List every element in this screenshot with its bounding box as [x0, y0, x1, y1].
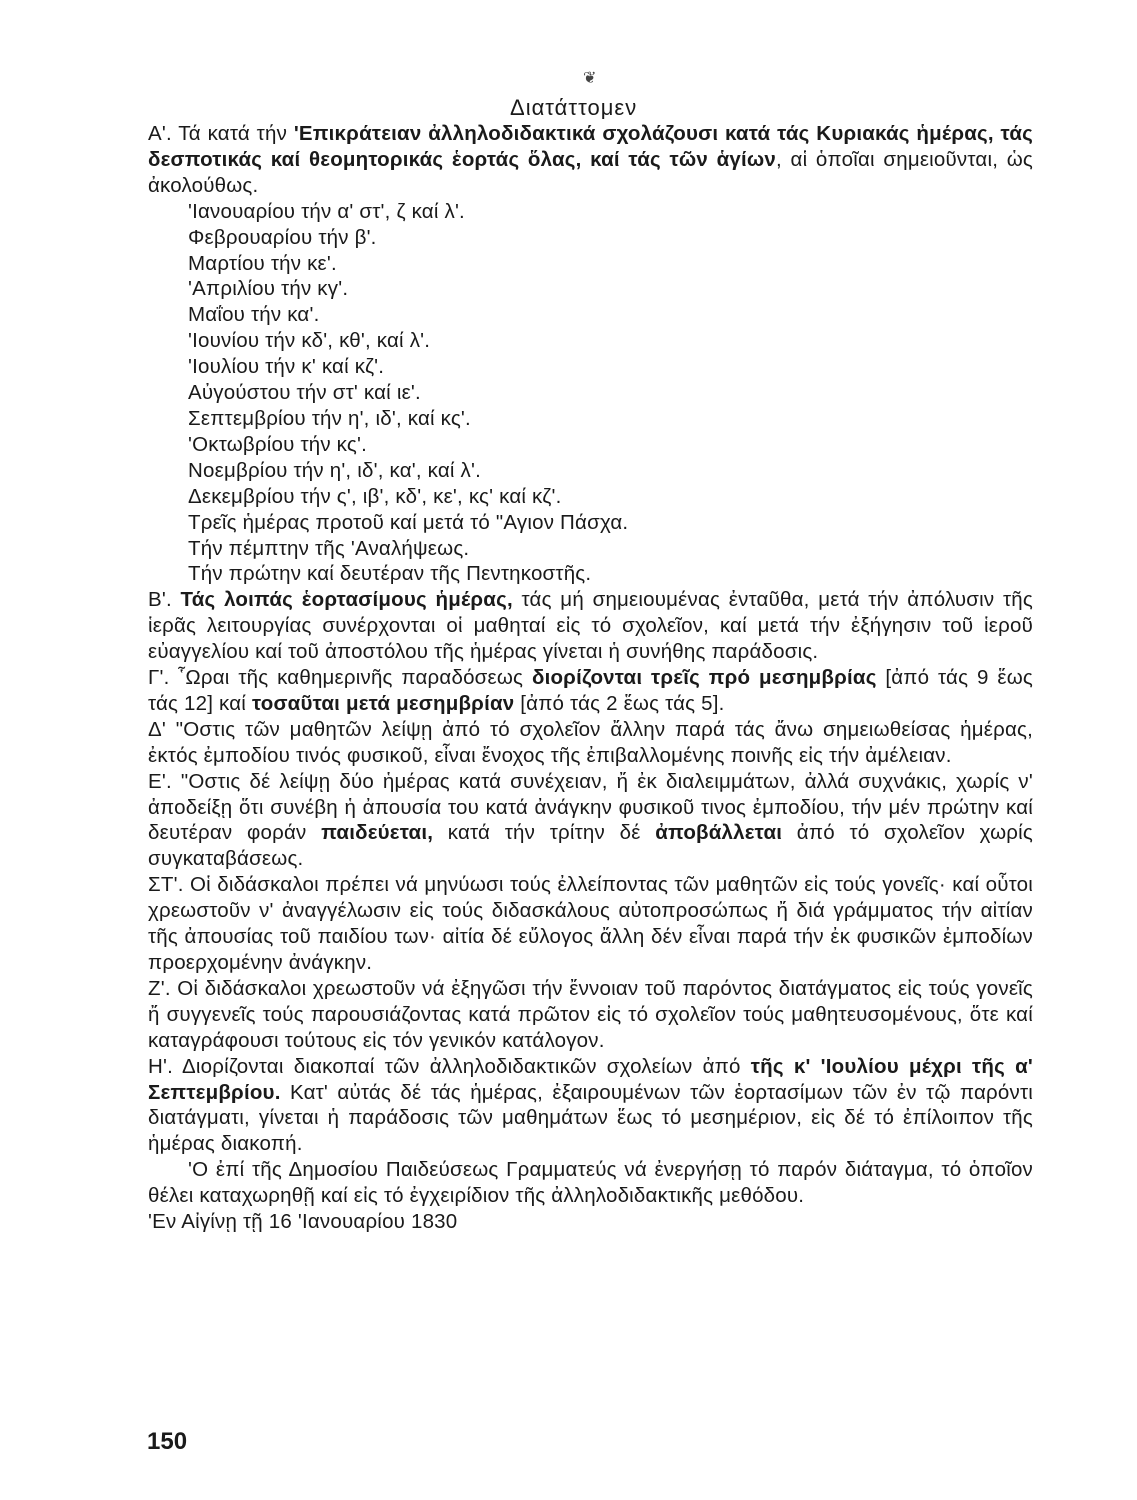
- section-z: [148, 976, 1033, 1054]
- page-number: 150: [147, 1428, 188, 1455]
- section-a-label: Α'.: [148, 122, 172, 145]
- section-g: [148, 665, 1033, 717]
- ornament-icon: ❦: [583, 70, 597, 87]
- decree-heading: Διατάττομεν: [510, 95, 638, 120]
- section-h-text-1: Διορίζονται διακοπαί τῶν ἀλληλοδιδακτικῶν σχολείων ἀπό: [173, 1054, 751, 1078]
- closing-paragraph: 'Ο ἐπί τῆς Δημοσίου Παιδεύσεως Γραμματεύς νά ἐνεργήσῃ τό παρόν διάταγμα, τό ὁποῖον θέλει καταχωρηθῇ καί εἰς τό ἐγχειρίδιον τῆς ἀλληλοδιδακτικῆς μεθόδου.: [148, 1158, 1033, 1208]
- section-e-bold-1: παιδεύεται,: [321, 821, 434, 845]
- section-d-text-1: "Οστις τῶν μαθητῶν λείψῃ ἀπό τό σχολεῖον ἄλλην παρά τάς ἄνω σημειωθείσας ἡμέρας, ἐκτός ἐμποδίου τινός φυσικοῦ, εἶναι ἔνοχος τῆς ἐπιβαλλομένης ποινῆς εἰς τήν ἀμέλειαν.: [148, 717, 1033, 767]
- section-d-label: Δ': [148, 717, 167, 741]
- section-g-text-2: [ἀπό τάς 9 ἕως τάς 12] καί: [148, 666, 1033, 715]
- holiday-item: Μαΐου τήν κα'.: [188, 303, 320, 327]
- section-h-bold-1: τῆς κ' 'Ιουλίου μέχρι τῆς α' Σεπτεμβρίου.: [148, 1054, 1033, 1104]
- section-b-label: Β'.: [148, 588, 172, 612]
- section-z-text-1: Οἱ διδάσκαλοι χρεωστοῦν νά ἐξηγῶσι τήν ἔννοιαν τοῦ παρόντος διατάγματος εἰς τούς γονεῖς ἤ συγγενεῖς τούς παρουσιάζοντας κατά πρῶτον εἰς τό σχολεῖον τούς μαθητευσομένους, ὅτε καί καταγράφουσι τούτους εἰς τόν γενικόν κατάλογον.: [148, 976, 1033, 1052]
- section-z-label: Ζ'.: [148, 976, 171, 1000]
- holiday-item: 'Οκτωβρίου τήν κς'.: [188, 432, 367, 456]
- section-a: [148, 121, 1033, 199]
- holiday-item: Τήν πρώτην καί δευτέραν τῆς Πεντηκοστῆς.: [188, 562, 592, 586]
- holiday-item: 'Ιανουαρίου τήν α' στ', ζ καί λ'.: [188, 199, 465, 223]
- section-a-bold-1: 'Επικράτειαν ἀλληλοδιδακτικά σχολάζουσι κατά τάς Κυριακάς ἡμέρας, τάς δεσποτικάς καί θεομητορικάς ἑορτάς ὅλας, καί τάς τῶν ἁγίων: [148, 122, 1033, 171]
- section-b-text-1: τάς μή σημειουμένας ἐνταῦθα, μετά τήν ἀπόλυσιν τῆς ἱερᾶς λειτουργίας συνέρχονται οἱ μαθηταί εἰς τό σχολεῖον, καί μετά τήν ἐξήγησιν τοῦ ἱεροῦ εὐαγγελίου καί τοῦ ἀποστόλου τῆς ἡμέρας γίνεται ἡ συνήθης παράδοσις.: [148, 588, 1033, 664]
- section-e-bold-2: ἀποβάλλεται: [655, 821, 783, 845]
- holiday-item: Νοεμβρίου τήν η', ιδ', κα', καί λ'.: [188, 458, 482, 482]
- section-st-label: ΣΤ'.: [148, 873, 184, 897]
- section-d: [148, 717, 1033, 769]
- section-e-text-1: "Οστις δέ λείψῃ δύο ἡμέρας κατά συνέχειαν, ἤ ἐκ διαλειμμάτων, ἀλλά συχνάκις, χωρίς ν' ἀποδείξῃ ὅτι συνέβη ἡ ἀπουσία του κατά ἀνάγκην φυσικοῦ τινος ἐμποδίου, τήν μέν πρώτην καί δευτέραν φοράν: [148, 769, 1033, 845]
- section-st: [148, 872, 1033, 976]
- holiday-item: Τήν πέμπτην τῆς 'Αναλήψεως.: [188, 536, 470, 560]
- holiday-list: [148, 199, 1033, 588]
- holiday-item: Τρεῖς ἡμέρας προτοῦ καί μετά τό "Αγιον Πάσχα.: [188, 510, 629, 534]
- holiday-item: Αὐγούστου τήν στ' καί ιε'.: [188, 381, 421, 405]
- section-st-text-1: Οἱ διδάσκαλοι πρέπει νά μηνύωσι τούς ἐλλείποντας τῶν μαθητῶν εἰς τούς γονεῖς· καί οὗτοι χρεωστοῦν ν' ἀναγγέλωσιν εἰς τούς διδασκάλους αὐτοπροσώπως ἤ διά γράμματος τήν αἰτίαν τῆς ἀπουσίας τοῦ παιδίου των· αἰτία δέ εὔλογος ἄλλη δέν εἶναι παρά τήν ἐκ φυσικῶν ἐμποδίων προερχομένην ἀνάγκην.: [148, 873, 1033, 974]
- section-b: [148, 587, 1033, 665]
- section-g-text-1: ῟Ωραι τῆς καθημερινῆς παραδόσεως: [169, 666, 532, 690]
- section-a-text-1: Τά κατά τήν: [171, 122, 294, 145]
- section-a-text-2: , αἱ ὁποῖαι σημειοῦνται, ὡς ἀκολούθως.: [148, 147, 1033, 197]
- section-g-bold-2: τοσαῦται μετά μεσημβρίαν: [251, 691, 515, 715]
- holiday-item: Δεκεμβρίου τήν ς', ιβ', κδ', κε', κς' καί κζ'.: [188, 484, 562, 508]
- section-g-text-3: [ἀπό τάς 2 ἕως τάς 5].: [514, 691, 725, 715]
- holiday-item: 'Απριλίου τήν κγ'.: [188, 277, 349, 301]
- holiday-item: Φεβρουαρίου τήν β'.: [188, 225, 377, 249]
- holiday-item: Σεπτεμβρίου τήν η', ιδ', καί κς'.: [188, 406, 471, 430]
- signature-date: 'Εν Αἰγίνῃ τῇ 16 'Ιανουαρίου 1830: [148, 1210, 458, 1234]
- section-e-label: Ε'.: [148, 769, 172, 793]
- section-g-label: Γ'.: [148, 666, 170, 690]
- holiday-item: 'Ιουλίου τήν κ' καί κζ'.: [188, 355, 385, 379]
- section-h-label: Η'.: [148, 1054, 174, 1078]
- section-h: [148, 1054, 1033, 1158]
- section-e-text-3: ἀπό τό σχολεῖον χωρίς συγκαταβάσεως.: [148, 821, 1033, 871]
- holiday-item: 'Ιουνίου τήν κδ', κθ', καί λ'.: [188, 329, 431, 353]
- section-g-bold-1: διορίζονται τρεῖς πρό μεσημβρίας: [531, 666, 877, 690]
- section-e: [148, 769, 1033, 873]
- document-body: [148, 121, 1033, 1235]
- section-h-text-2: Κατ' αὐτάς δέ τάς ἡμέρας, ἐξαιρουμένων τῶν ἑορτασίμων τῶν ἐν τῷ παρόντι διατάγματι, γίνεται ἡ παράδοσις τῶν μαθημάτων ἕως τό μεσημέριον, εἰς δέ τό ἐπίλοιπον τῆς ἡμέρας διακοπή.: [148, 1080, 1033, 1156]
- holiday-item: Μαρτίου τήν κε'.: [188, 251, 337, 275]
- section-b-bold-1: Τάς λοιπάς ἑορτασίμους ἡμέρας,: [171, 588, 513, 612]
- section-e-text-2: κατά τήν τρίτην δέ: [433, 821, 656, 845]
